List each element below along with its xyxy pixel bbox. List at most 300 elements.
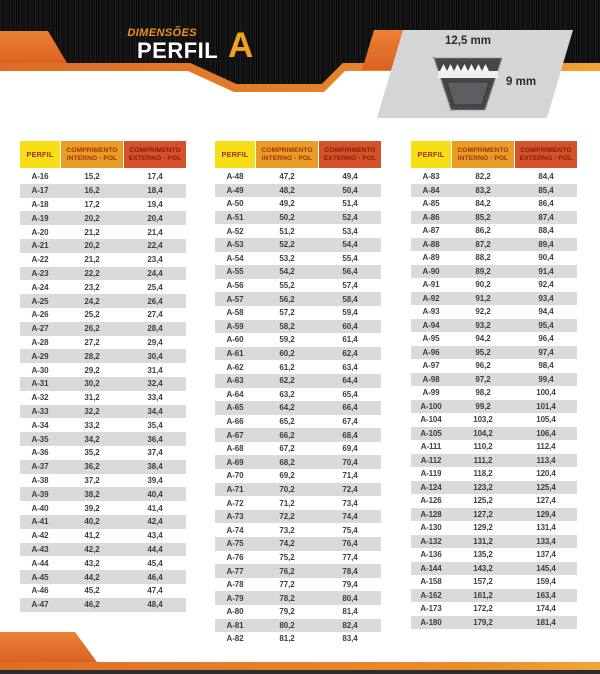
interno-cell: 52,2: [279, 240, 295, 250]
perfil-cell: A-86: [422, 212, 440, 222]
perfil-cell: A-50: [226, 199, 244, 209]
perfil-cell: A-77: [226, 566, 244, 576]
externo-cell: 19,4: [147, 199, 163, 209]
interno-cell: 89,2: [475, 266, 491, 276]
interno-cell: 36,2: [84, 462, 100, 472]
perfil-cell: A-57: [226, 294, 244, 304]
table-row: [215, 170, 381, 184]
perfil-cell: A-44: [31, 558, 49, 568]
interno-cell: 40,2: [84, 517, 100, 527]
column-header-perfil: PERFIL: [411, 141, 451, 168]
table-row: [20, 418, 186, 432]
externo-cell: 62,4: [342, 349, 358, 359]
perfil-cell: A-31: [31, 379, 49, 389]
externo-cell: 26,4: [147, 296, 163, 306]
table-row: [20, 556, 186, 570]
externo-cell: 29,4: [147, 337, 163, 347]
table-row: [215, 415, 381, 429]
externo-cell: 129,4: [536, 509, 556, 519]
table-row: [411, 413, 577, 427]
table-row: [20, 280, 186, 294]
column-header-perfil: PERFIL: [215, 141, 255, 168]
interno-cell: 87,2: [475, 239, 491, 249]
externo-cell: 99,4: [538, 374, 554, 384]
interno-cell: 20,2: [84, 213, 100, 223]
perfil-cell: A-58: [226, 308, 244, 318]
interno-cell: 59,2: [279, 335, 295, 345]
interno-cell: 50,2: [279, 213, 295, 223]
externo-cell: 25,4: [147, 282, 163, 292]
belt-width-label: 12,5 mm: [444, 35, 492, 47]
perfil-cell: A-66: [226, 416, 244, 426]
belt-height-label: 9 mm: [506, 76, 537, 88]
interno-cell: 72,2: [279, 512, 295, 522]
interno-cell: 93,2: [475, 320, 491, 330]
table-row: [20, 474, 186, 488]
externo-cell: 45,4: [147, 558, 163, 568]
interno-cell: 81,2: [279, 634, 295, 644]
interno-cell: 21,2: [84, 255, 100, 265]
interno-cell: 99,2: [475, 401, 491, 411]
externo-cell: 97,4: [538, 347, 554, 357]
perfil-cell: A-73: [226, 512, 244, 522]
page-title: PERFIL: [137, 38, 219, 63]
footer-dark-strip: [0, 670, 600, 674]
perfil-cell: A-63: [226, 376, 244, 386]
interno-cell: 85,2: [475, 212, 491, 222]
table-row: [215, 374, 381, 388]
table-row: [215, 252, 381, 266]
interno-cell: 83,2: [475, 185, 491, 195]
table-row: [411, 265, 577, 279]
externo-cell: 58,4: [342, 294, 358, 304]
table-row: [20, 198, 186, 212]
table-row: [20, 501, 186, 515]
perfil-cell: A-80: [226, 607, 244, 617]
table-row: [411, 292, 577, 306]
dimension-table-2: [215, 141, 381, 646]
perfil-cell: A-62: [226, 362, 244, 372]
table-body: [20, 170, 186, 612]
perfil-cell: A-76: [226, 552, 244, 562]
table-row: [411, 494, 577, 508]
interno-cell: 143,2: [473, 563, 493, 573]
perfil-cell: A-16: [31, 172, 49, 182]
interno-cell: 77,2: [279, 580, 295, 590]
table-row: [215, 388, 381, 402]
table-row: [20, 432, 186, 446]
profile-letter: A: [228, 26, 254, 65]
table-header: [215, 141, 381, 168]
externo-cell: 70,4: [342, 457, 358, 467]
table-body: [215, 170, 381, 646]
interno-cell: 41,2: [84, 531, 100, 541]
table-row: [215, 333, 381, 347]
interno-cell: 161,2: [473, 590, 493, 600]
externo-cell: 59,4: [342, 308, 358, 318]
table-row: [215, 320, 381, 334]
externo-cell: 87,4: [538, 212, 554, 222]
externo-cell: 174,4: [536, 604, 556, 614]
table-row: [20, 363, 186, 377]
externo-cell: 96,4: [538, 334, 554, 344]
perfil-cell: A-91: [422, 280, 440, 290]
externo-cell: 75,4: [342, 525, 358, 535]
interno-cell: 76,2: [279, 566, 295, 576]
externo-cell: 33,4: [147, 393, 163, 403]
table-row: [411, 400, 577, 414]
perfil-cell: A-84: [422, 185, 440, 195]
externo-cell: 21,4: [147, 227, 163, 237]
table-row: [20, 391, 186, 405]
interno-cell: 127,2: [473, 509, 493, 519]
table-row: [215, 265, 381, 279]
interno-cell: 46,2: [84, 600, 100, 610]
interno-cell: 54,2: [279, 267, 295, 277]
interno-cell: 60,2: [279, 349, 295, 359]
interno-cell: 16,2: [84, 186, 100, 196]
interno-cell: 61,2: [279, 362, 295, 372]
footer-band: [0, 628, 600, 674]
externo-cell: 27,4: [147, 310, 163, 320]
perfil-cell: A-46: [31, 586, 49, 596]
externo-cell: 125,4: [536, 482, 556, 492]
externo-cell: 36,4: [147, 434, 163, 444]
perfil-cell: A-67: [226, 430, 244, 440]
perfil-cell: A-96: [422, 347, 440, 357]
table-row: [215, 401, 381, 415]
table-row: [20, 336, 186, 350]
table-row: [215, 184, 381, 198]
table-row: [215, 496, 381, 510]
externo-cell: 90,4: [538, 253, 554, 263]
table-row: [215, 211, 381, 225]
perfil-cell: A-32: [31, 393, 49, 403]
externo-cell: 105,4: [536, 415, 556, 425]
table-row: [20, 446, 186, 460]
interno-cell: 90,2: [475, 280, 491, 290]
externo-cell: 32,4: [147, 379, 163, 389]
perfil-cell: A-98: [422, 374, 440, 384]
interno-cell: 125,2: [473, 496, 493, 506]
table-row: [215, 347, 381, 361]
table-row: [20, 487, 186, 501]
externo-cell: 31,4: [147, 365, 163, 375]
externo-cell: 81,4: [342, 607, 358, 617]
table-row: [411, 184, 577, 198]
interno-cell: 95,2: [475, 347, 491, 357]
table-row: [20, 184, 186, 198]
perfil-cell: A-24: [31, 282, 49, 292]
column-header-externo: COMPRIMENTO EXTERNO - POL: [515, 141, 577, 168]
perfil-cell: A-99: [422, 388, 440, 398]
perfil-cell: A-55: [226, 267, 244, 277]
externo-cell: 56,4: [342, 267, 358, 277]
table-row: [411, 575, 577, 589]
perfil-cell: A-41: [31, 517, 49, 527]
interno-cell: 86,2: [475, 226, 491, 236]
externo-cell: 39,4: [147, 475, 163, 485]
externo-cell: 22,4: [147, 241, 163, 251]
perfil-cell: A-97: [422, 361, 440, 371]
table-row: [411, 467, 577, 481]
externo-cell: 120,4: [536, 469, 556, 479]
interno-cell: 51,2: [279, 226, 295, 236]
table-row: [20, 377, 186, 391]
table-row: [215, 578, 381, 592]
perfil-cell: A-173: [420, 604, 442, 614]
perfil-cell: A-30: [31, 365, 49, 375]
externo-cell: 51,4: [342, 199, 358, 209]
interno-cell: 94,2: [475, 334, 491, 344]
perfil-cell: A-28: [31, 337, 49, 347]
table-body: [411, 170, 577, 629]
table-header: [411, 141, 577, 168]
interno-cell: 35,2: [84, 448, 100, 458]
interno-cell: 103,2: [473, 415, 493, 425]
interno-cell: 58,2: [279, 321, 295, 331]
interno-cell: 24,2: [84, 296, 100, 306]
table-row: [411, 508, 577, 522]
header-banner: [0, 0, 600, 130]
interno-cell: 98,2: [475, 388, 491, 398]
externo-cell: 84,4: [538, 172, 554, 182]
table-row: [20, 253, 186, 267]
table-row: [411, 238, 577, 252]
externo-cell: 28,4: [147, 324, 163, 334]
perfil-cell: A-53: [226, 240, 244, 250]
perfil-cell: A-126: [420, 496, 442, 506]
interno-cell: 57,2: [279, 308, 295, 318]
externo-cell: 78,4: [342, 566, 358, 576]
table-row: [215, 537, 381, 551]
externo-cell: 181,4: [536, 617, 556, 627]
table-row: [411, 454, 577, 468]
interno-cell: 65,2: [279, 416, 295, 426]
table-row: [411, 278, 577, 292]
interno-cell: 157,2: [473, 577, 493, 587]
dimension-table-1: [20, 141, 186, 612]
externo-cell: 24,4: [147, 268, 163, 278]
table-row: [411, 170, 577, 184]
table-row: [20, 294, 186, 308]
externo-cell: 98,4: [538, 361, 554, 371]
table-row: [215, 605, 381, 619]
externo-cell: 137,4: [536, 550, 556, 560]
interno-cell: 96,2: [475, 361, 491, 371]
externo-cell: 80,4: [342, 593, 358, 603]
externo-cell: 94,4: [538, 307, 554, 317]
table-row: [411, 319, 577, 333]
interno-cell: 84,2: [475, 199, 491, 209]
interno-cell: 104,2: [473, 428, 493, 438]
perfil-cell: A-162: [420, 590, 442, 600]
footer-accent-shape: [0, 632, 97, 662]
externo-cell: 76,4: [342, 539, 358, 549]
interno-cell: 30,2: [84, 379, 100, 389]
externo-cell: 63,4: [342, 362, 358, 372]
perfil-cell: A-128: [420, 509, 442, 519]
table-row: [20, 460, 186, 474]
perfil-cell: A-88: [422, 239, 440, 249]
externo-cell: 83,4: [342, 634, 358, 644]
table-row: [20, 349, 186, 363]
table-row: [411, 535, 577, 549]
interno-cell: 110,2: [473, 442, 493, 452]
interno-cell: 123,2: [473, 482, 493, 492]
column-header-perfil: PERFIL: [20, 141, 60, 168]
table-row: [20, 405, 186, 419]
table-row: [215, 455, 381, 469]
interno-cell: 28,2: [84, 351, 100, 361]
externo-cell: 57,4: [342, 281, 358, 291]
perfil-cell: A-74: [226, 525, 244, 535]
interno-cell: 39,2: [84, 503, 100, 513]
perfil-cell: A-92: [422, 293, 440, 303]
externo-cell: 88,4: [538, 226, 554, 236]
interno-cell: 131,2: [473, 536, 493, 546]
kicker-text: DIMENSÕES: [127, 27, 197, 39]
perfil-cell: A-36: [31, 448, 49, 458]
interno-cell: 70,2: [279, 484, 295, 494]
externo-cell: 91,4: [538, 266, 554, 276]
table-row: [411, 589, 577, 603]
interno-cell: 79,2: [279, 607, 295, 617]
interno-cell: 63,2: [279, 389, 295, 399]
perfil-cell: A-132: [420, 536, 442, 546]
table-row: [411, 211, 577, 225]
perfil-cell: A-43: [31, 544, 49, 554]
perfil-cell: A-105: [420, 428, 442, 438]
interno-cell: 68,2: [279, 457, 295, 467]
column-header-externo: COMPRIMENTO EXTERNO - POL: [124, 141, 186, 168]
perfil-cell: A-52: [226, 226, 244, 236]
perfil-cell: A-48: [226, 172, 244, 182]
perfil-cell: A-17: [31, 186, 49, 196]
table-row: [20, 170, 186, 184]
table-row: [215, 510, 381, 524]
perfil-cell: A-64: [226, 389, 244, 399]
table-row: [215, 483, 381, 497]
table-row: [20, 570, 186, 584]
perfil-cell: A-100: [420, 401, 442, 411]
externo-cell: 23,4: [147, 255, 163, 265]
table-row: [20, 322, 186, 336]
interno-cell: 43,2: [84, 558, 100, 568]
interno-cell: 67,2: [279, 444, 295, 454]
externo-cell: 127,4: [536, 496, 556, 506]
column-header-interno: COMPRIMENTO INTERNO - POL: [452, 141, 514, 168]
perfil-cell: A-37: [31, 462, 49, 472]
perfil-cell: A-25: [31, 296, 49, 306]
interno-cell: 71,2: [279, 498, 295, 508]
column-header-externo: COMPRIMENTO EXTERNO - POL: [319, 141, 381, 168]
table-row: [411, 427, 577, 441]
externo-cell: 86,4: [538, 199, 554, 209]
perfil-cell: A-20: [31, 227, 49, 237]
table-row: [411, 373, 577, 387]
table-row: [411, 481, 577, 495]
table-row: [20, 529, 186, 543]
perfil-cell: A-40: [31, 503, 49, 513]
interno-cell: 47,2: [279, 172, 295, 182]
interno-cell: 25,2: [84, 310, 100, 320]
table-row: [411, 602, 577, 616]
externo-cell: 68,4: [342, 430, 358, 440]
perfil-cell: A-104: [420, 415, 442, 425]
interno-cell: 21,2: [84, 227, 100, 237]
externo-cell: 40,4: [147, 489, 163, 499]
perfil-cell: A-144: [420, 563, 442, 573]
table-row: [215, 428, 381, 442]
externo-cell: 34,4: [147, 406, 163, 416]
interno-cell: 172,2: [473, 604, 493, 614]
table-row: [215, 523, 381, 537]
table-row: [20, 308, 186, 322]
interno-cell: 75,2: [279, 552, 295, 562]
dimension-table-3: [411, 141, 577, 629]
externo-cell: 79,4: [342, 580, 358, 590]
perfil-cell: A-111: [420, 442, 442, 452]
externo-cell: 61,4: [342, 335, 358, 345]
externo-cell: 72,4: [342, 484, 358, 494]
perfil-cell: A-83: [422, 172, 440, 182]
externo-cell: 65,4: [342, 389, 358, 399]
table-row: [20, 584, 186, 598]
perfil-cell: A-47: [31, 600, 49, 610]
perfil-cell: A-70: [226, 471, 244, 481]
perfil-cell: A-79: [226, 593, 244, 603]
externo-cell: 43,4: [147, 531, 163, 541]
table-row: [215, 238, 381, 252]
interno-cell: 29,2: [84, 365, 100, 375]
table-row: [215, 551, 381, 565]
table-row: [411, 359, 577, 373]
perfil-cell: A-112: [420, 455, 442, 465]
table-row: [411, 521, 577, 535]
externo-cell: 47,4: [147, 586, 163, 596]
table-row: [411, 616, 577, 630]
table-row: [215, 279, 381, 293]
perfil-cell: A-180: [420, 617, 442, 627]
interno-cell: 44,2: [84, 572, 100, 582]
table-row: [215, 197, 381, 211]
table-row: [20, 225, 186, 239]
interno-cell: 135,2: [473, 550, 493, 560]
externo-cell: 82,4: [342, 620, 358, 630]
perfil-cell: A-89: [422, 253, 440, 263]
table-row: [215, 469, 381, 483]
externo-cell: 93,4: [538, 293, 554, 303]
externo-cell: 48,4: [147, 600, 163, 610]
interno-cell: 62,2: [279, 376, 295, 386]
interno-cell: 74,2: [279, 539, 295, 549]
table-row: [411, 346, 577, 360]
perfil-cell: A-54: [226, 253, 244, 263]
table-row: [411, 197, 577, 211]
table-row: [20, 211, 186, 225]
interno-cell: 42,2: [84, 544, 100, 554]
interno-cell: 80,2: [279, 620, 295, 630]
perfil-cell: A-136: [420, 550, 442, 560]
column-header-interno: COMPRIMENTO INTERNO - POL: [256, 141, 318, 168]
perfil-cell: A-51: [226, 213, 244, 223]
perfil-cell: A-26: [31, 310, 49, 320]
interno-cell: 53,2: [279, 253, 295, 263]
table-row: [411, 386, 577, 400]
externo-cell: 52,4: [342, 213, 358, 223]
interno-cell: 92,2: [475, 307, 491, 317]
